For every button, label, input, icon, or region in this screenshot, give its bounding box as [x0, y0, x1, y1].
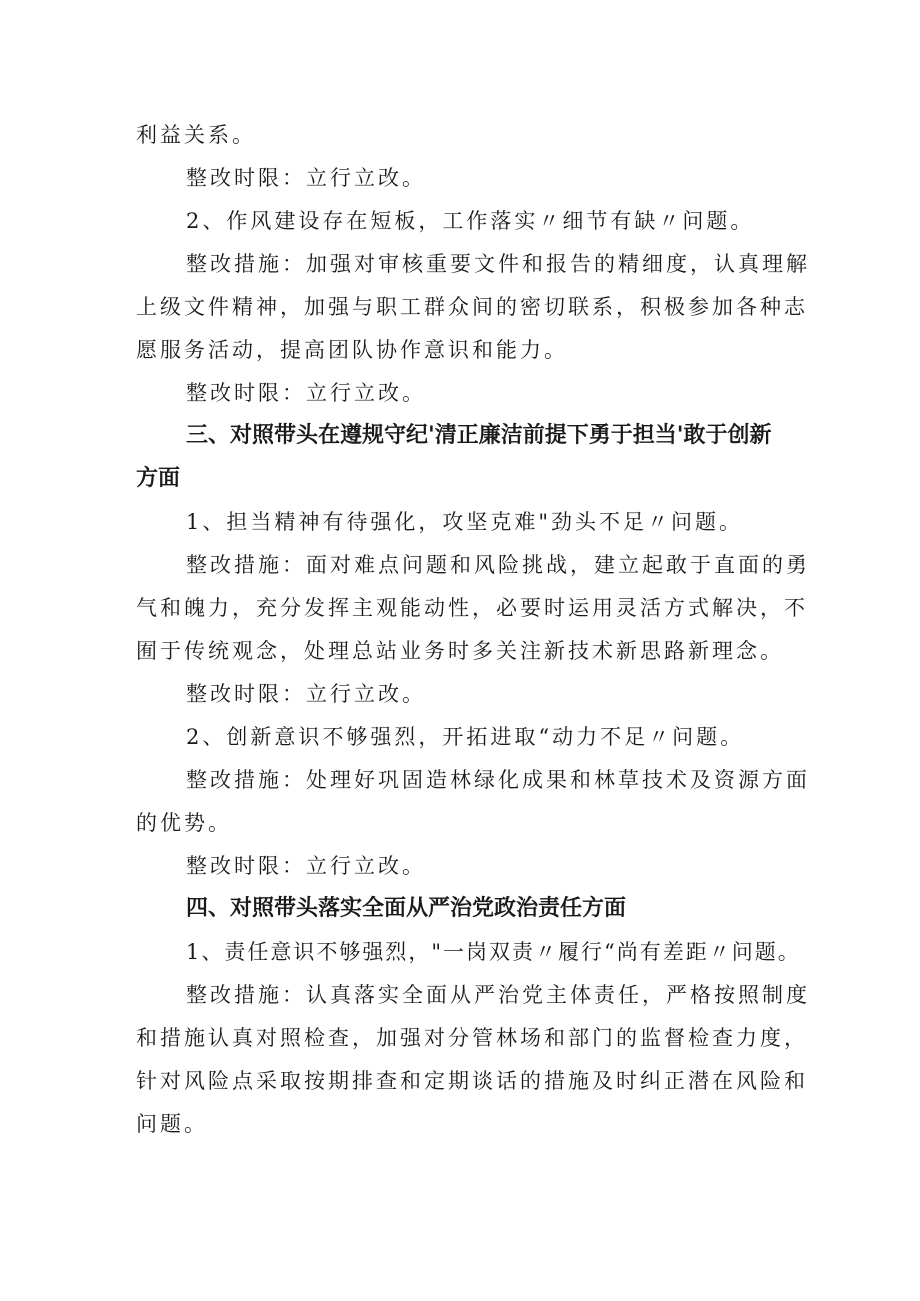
measure-line: 和措施认真对照检查，加强对分管林场和部门的监督检查力度，	[136, 1026, 808, 1050]
measure-line: 的优势。	[136, 811, 232, 835]
issue-line: 2、创新意识不够强烈，开拓进取“动力不足〃问题。	[186, 725, 745, 749]
measure-line: 整改措施：认真落实全面从严治党主体责任，严格按照制度	[186, 983, 810, 1007]
paragraph-continuation-line: 利益关系。	[136, 123, 256, 147]
issue-line: 1、担当精神有待强化，攻坚克难"劲头不足〃问题。	[186, 510, 744, 534]
issue-line: 1、责任意识不够强烈，"一岗双责〃履行“尚有差距〃问题。	[186, 940, 801, 964]
measure-line: 整改措施：加强对审核重要文件和报告的精细度，认真理解	[186, 252, 810, 276]
issue-line: 2、作风建设存在短板，工作落实〃细节有缺〃问题。	[186, 209, 755, 233]
measure-line: 整改措施：面对难点问题和风险挑战，建立起敢于直面的勇	[186, 553, 810, 577]
deadline-line: 整改时限：立行立改。	[186, 166, 426, 190]
measure-line: 囿于传统观念，处理总站业务时多关注新技术新思路新理念。	[136, 639, 784, 663]
deadline-line: 整改时限：立行立改。	[186, 381, 426, 405]
section-heading: 三、对照带头在遵规守纪'清正廉洁前提下勇于担当'敢于创新	[186, 423, 772, 448]
section-heading: 四、对照带头落实全面从严治党政治责任方面	[186, 896, 627, 921]
deadline-line: 整改时限：立行立改。	[186, 854, 426, 878]
measure-line: 针对风险点采取按期排查和定期谈话的措施及时纠正潜在风险和	[136, 1069, 808, 1093]
measure-line: 整改措施：处理好巩固造林绿化成果和林草技术及资源方面	[186, 768, 810, 792]
measure-line: 愿服务活动，提高团队协作意识和能力。	[136, 338, 568, 362]
section-heading: 方面	[136, 466, 181, 491]
measure-line: 气和魄力，充分发挥主观能动性，必要时运用灵活方式解决，不	[136, 596, 808, 620]
measure-line: 上级文件精神，加强与职工群众间的密切联系，积极参加各种志	[136, 295, 808, 319]
deadline-line: 整改时限：立行立改。	[186, 682, 426, 706]
measure-line: 问题。	[136, 1112, 208, 1136]
